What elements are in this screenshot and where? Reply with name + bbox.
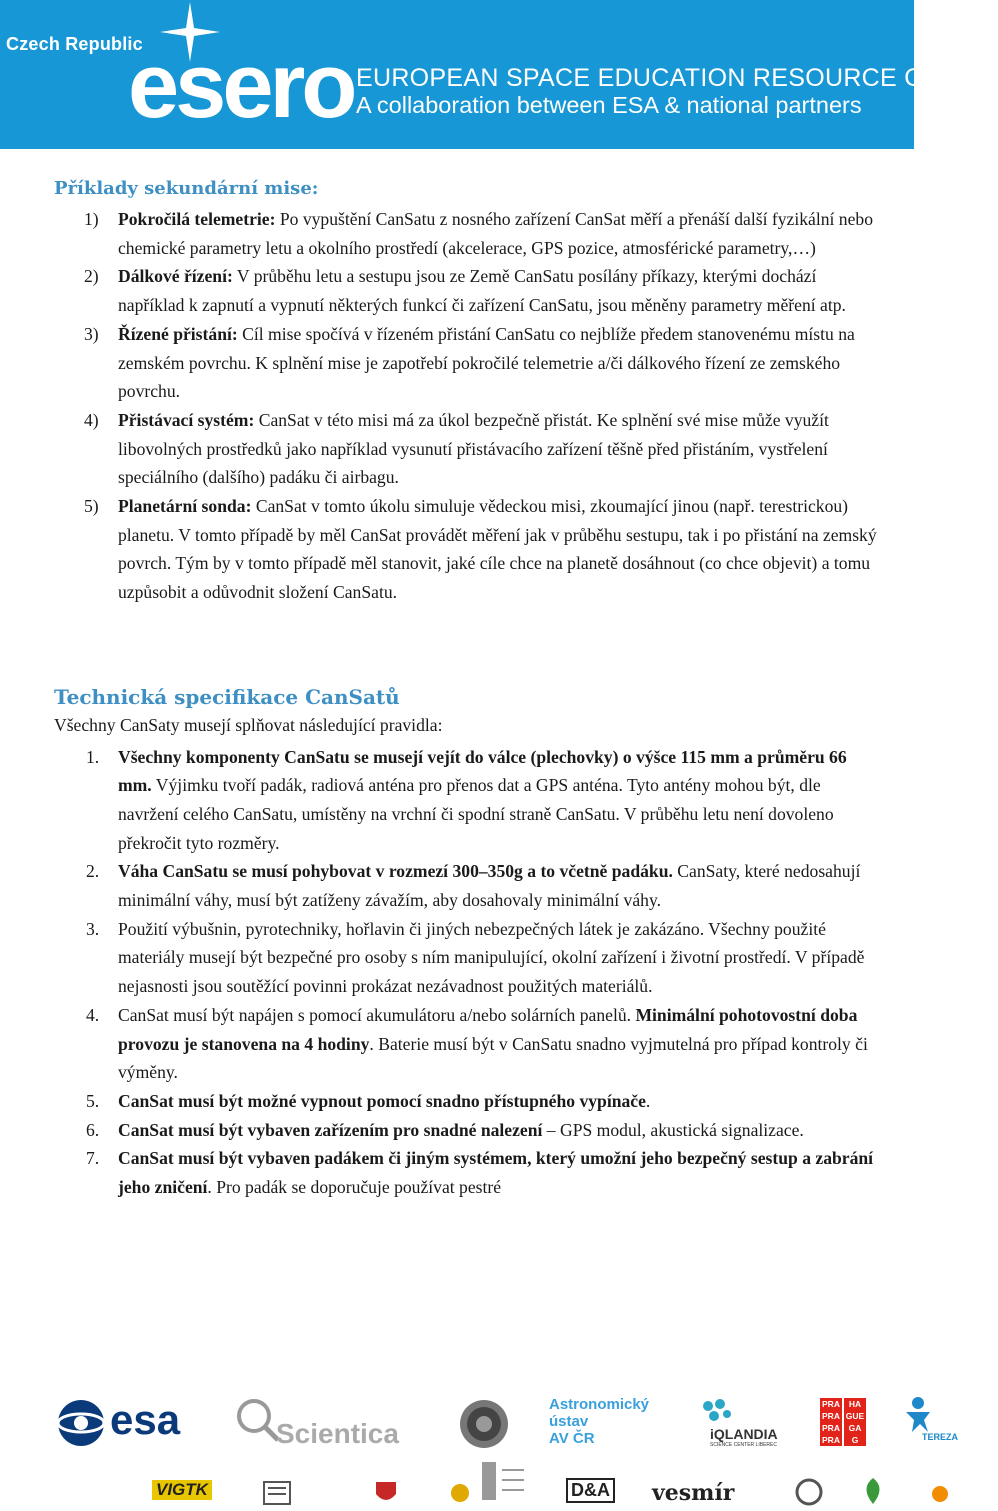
- item-number: 2): [84, 266, 99, 287]
- praha-cell: HA: [848, 1399, 862, 1409]
- item-text: Cíl mise spočívá v řízeném přistání CanSatu co nejblíže předem stanovenému místu na zemském povrchu. K splnění mise je zapotřebí pokročilé telemetrie a/či dálkového řízení ze zemského povrchu.: [118, 323, 855, 402]
- vigtk-logo: VIGTK: [152, 1480, 212, 1500]
- item-text: CanSat v této misi má za úkol bezpečně přistát. Ke splnění své mise může využít libovolných prostředků jako například vysunutí přistávacího zařízení těšně před přistáním, vystřelení speciálního (dalšího) padáku či airbagu.: [118, 409, 829, 488]
- item-number: 3): [84, 323, 99, 344]
- vesmir-logo: vesmír: [652, 1480, 735, 1506]
- collaboration-subtitle: A collaboration between ESA & national partners: [356, 92, 862, 118]
- list-item: [54, 262, 884, 319]
- iqlandia-text: iQLANDIA: [710, 1426, 778, 1442]
- item-number: 5.: [86, 1090, 100, 1111]
- praha-cell: PRA: [822, 1399, 840, 1409]
- office-title: EUROPEAN SPACE EDUCATION RESOURCE OFFICE: [356, 64, 998, 92]
- astro-line-3: AV ČR: [549, 1430, 595, 1447]
- item-text: CanSat v tomto úkolu simuluje vědeckou misi, zkoumající jinou (např. terestrickou) planetu. V tomto případě by měl CanSat provádět měření jak v průběhu sestupu, tak i po přistání na zemský povrch. Tým by v tomto případě měl stanovit, jaké cíle chce na planetě dosáhnout (co chce objevit) a tomu uzpůsobit a odůvodnit složení CanSatu.: [118, 496, 877, 603]
- tereza-logo: [900, 1396, 958, 1448]
- esero-banner: [0, 0, 998, 149]
- item-bold-text: Pokročilá telemetrie:: [118, 209, 276, 229]
- iqlandia-dots-icon: [700, 1398, 734, 1428]
- list-item: [54, 915, 884, 1001]
- item-text: Po vypuštění CanSatu z nosného zařízení CanSat měří a přenáší další fyzikální nebo chemické parametry letu a okolního prostředí (akcelerace, GPS pozice, atmosférické parametry,…): [118, 209, 874, 258]
- region-emblem-icon: [372, 1480, 400, 1506]
- document-body: [54, 176, 884, 1202]
- item-bold-text: Všechny komponenty CanSatu se musejí vejít do válce (plechovky) o výšce 115 mm a průměru 66 mm.: [118, 746, 847, 796]
- list-item: [54, 1144, 884, 1201]
- list-item: [54, 406, 884, 492]
- partner-logos: [0, 1392, 960, 1511]
- secondary-missions-heading: Příklady sekundární mise:: [54, 178, 319, 199]
- tereza-figure-icon: [900, 1396, 936, 1434]
- item-number: 2.: [86, 861, 100, 882]
- list-item: [54, 1001, 884, 1087]
- scientica-logo: [234, 1396, 414, 1452]
- iqlandia-subtitle: SCIENCE CENTER LIBEREC: [710, 1442, 777, 1448]
- list-item: [54, 1087, 884, 1116]
- country-label: Czech Republic: [6, 34, 143, 54]
- esa-text: esa: [110, 1396, 181, 1443]
- list-item: [54, 320, 884, 406]
- ministry-emblem-icon: [262, 1480, 292, 1506]
- iqlandia-logo: [700, 1398, 790, 1450]
- astro-line-2: ústav: [549, 1413, 589, 1430]
- praha-cell: GA: [848, 1423, 862, 1433]
- item-text: Výjimku tvoří padák, radiová anténa pro přenos dat a GPS anténa. Tyto antény mohou být, dle navržení celého CanSatu, umístěny na vrchní či spodní straně CanSatu. V průběhu letu není dovoleno překročit tyto rozměry.: [118, 775, 834, 853]
- list-item: [54, 1116, 884, 1145]
- item-text: V průběhu letu a sestupu jsou ze Země CanSatu posílány příkazy, kterými dochází například k zapnutí a vypnutí některých funkcí či zařízení CanSatu, jsou měněny parametry měření atp.: [118, 266, 846, 316]
- praha-cell: G: [851, 1435, 859, 1445]
- list-item: [54, 205, 884, 262]
- item-number: 1.: [86, 746, 100, 767]
- esa-globe-icon: [56, 1398, 106, 1448]
- praha-cell: PRA: [822, 1411, 840, 1421]
- item-bold-text: CanSat musí být vybaven zařízením pro snadné nalezení: [118, 1119, 543, 1140]
- list-item: [54, 492, 884, 607]
- green-leaf-icon: [858, 1476, 888, 1506]
- item-bold-text: Přistávací systém:: [118, 409, 255, 430]
- item-text: – GPS modul, akustická signalizace.: [542, 1119, 804, 1140]
- secondary-missions-list: [54, 205, 884, 607]
- item-bold-text: Minimální pohotovostní doba provozu je stanovena na 4 hodiny: [118, 1004, 858, 1054]
- astro-line-1: Astronomický: [549, 1396, 650, 1413]
- item-bold-text: Dálkové řízení:: [118, 266, 233, 287]
- esero-wordmark: esero: [128, 35, 354, 137]
- orange-dot-icon: [930, 1484, 950, 1504]
- esa-logo: [56, 1398, 188, 1448]
- item-number: 6.: [86, 1119, 100, 1140]
- pedagogical-faculty-icon: [478, 1456, 528, 1506]
- astronomical-institute-logo: [549, 1396, 649, 1447]
- faculty-emblem-icon: [450, 1482, 470, 1504]
- circle-emblem-icon: [795, 1478, 823, 1506]
- item-bold-text: Řízené přistání:: [118, 323, 238, 344]
- doa-logo: D&A: [566, 1478, 615, 1503]
- praha-cell: GUE: [845, 1411, 865, 1421]
- praha-logo: [820, 1398, 866, 1446]
- item-bold-text: Planetární sonda:: [118, 496, 252, 517]
- item-number: 1): [84, 209, 99, 229]
- item-bold-text: CanSat musí být vybaven padákem či jiným systémem, který umožní jeho bezpečný sestup a zabrání jeho zničení: [118, 1148, 874, 1198]
- item-text: CanSat musí být napájen s pomocí akumulátoru a/nebo solárních panelů.: [118, 1004, 636, 1025]
- item-number: 3.: [86, 918, 100, 939]
- tech-spec-heading: Technická specifikace CanSatů: [54, 684, 400, 709]
- seal-icon: [458, 1398, 510, 1450]
- tech-spec-intro: Všechny CanSaty musejí splňovat následující pravidla:: [54, 714, 443, 735]
- praha-cell: PRA: [822, 1423, 840, 1433]
- item-bold-text: Váha CanSatu se musí pohybovat v rozmezí 300–350g a to včetně padáku.: [118, 861, 673, 882]
- item-text: . Baterie musí být v CanSatu snadno vyjmutelná pro případ kontroly či výměny.: [118, 1033, 868, 1083]
- item-number: 5): [84, 496, 99, 517]
- item-bold-text: CanSat musí být možné vypnout pomocí snadno přístupného vypínače: [118, 1090, 646, 1111]
- list-item: [54, 743, 884, 858]
- item-number: 4): [84, 409, 99, 430]
- tereza-text: TEREZA: [922, 1432, 958, 1442]
- item-number: 7.: [86, 1148, 100, 1169]
- item-text: CanSaty, které nedosahují minimální váhy, musí být zatíženy závažím, aby dosahovaly minimální váhy.: [118, 861, 861, 911]
- scientica-text: Scientica: [276, 1418, 399, 1449]
- list-item: [54, 857, 884, 914]
- university-seal-logo: [458, 1398, 510, 1455]
- item-text: .: [645, 1090, 651, 1111]
- magnifier-icon: [234, 1396, 280, 1442]
- item-text: Použití výbušnin, pyrotechniky, hořlavin či jiných nebezpečných látek je zakázáno. Všechny použité materiály musejí být bezpečné pro osoby s ním manipulující, okolní zařízení i životní prostředí. V případě nejasnosti jsou soutěžící povinni prokázat nezávadnost použitých materiálů.: [118, 918, 865, 997]
- praha-cell: PRA: [822, 1435, 840, 1445]
- tech-spec-list: [54, 743, 884, 1202]
- item-number: 4.: [86, 1004, 100, 1025]
- item-text: . Pro padák se doporučuje používat pestré: [207, 1177, 502, 1198]
